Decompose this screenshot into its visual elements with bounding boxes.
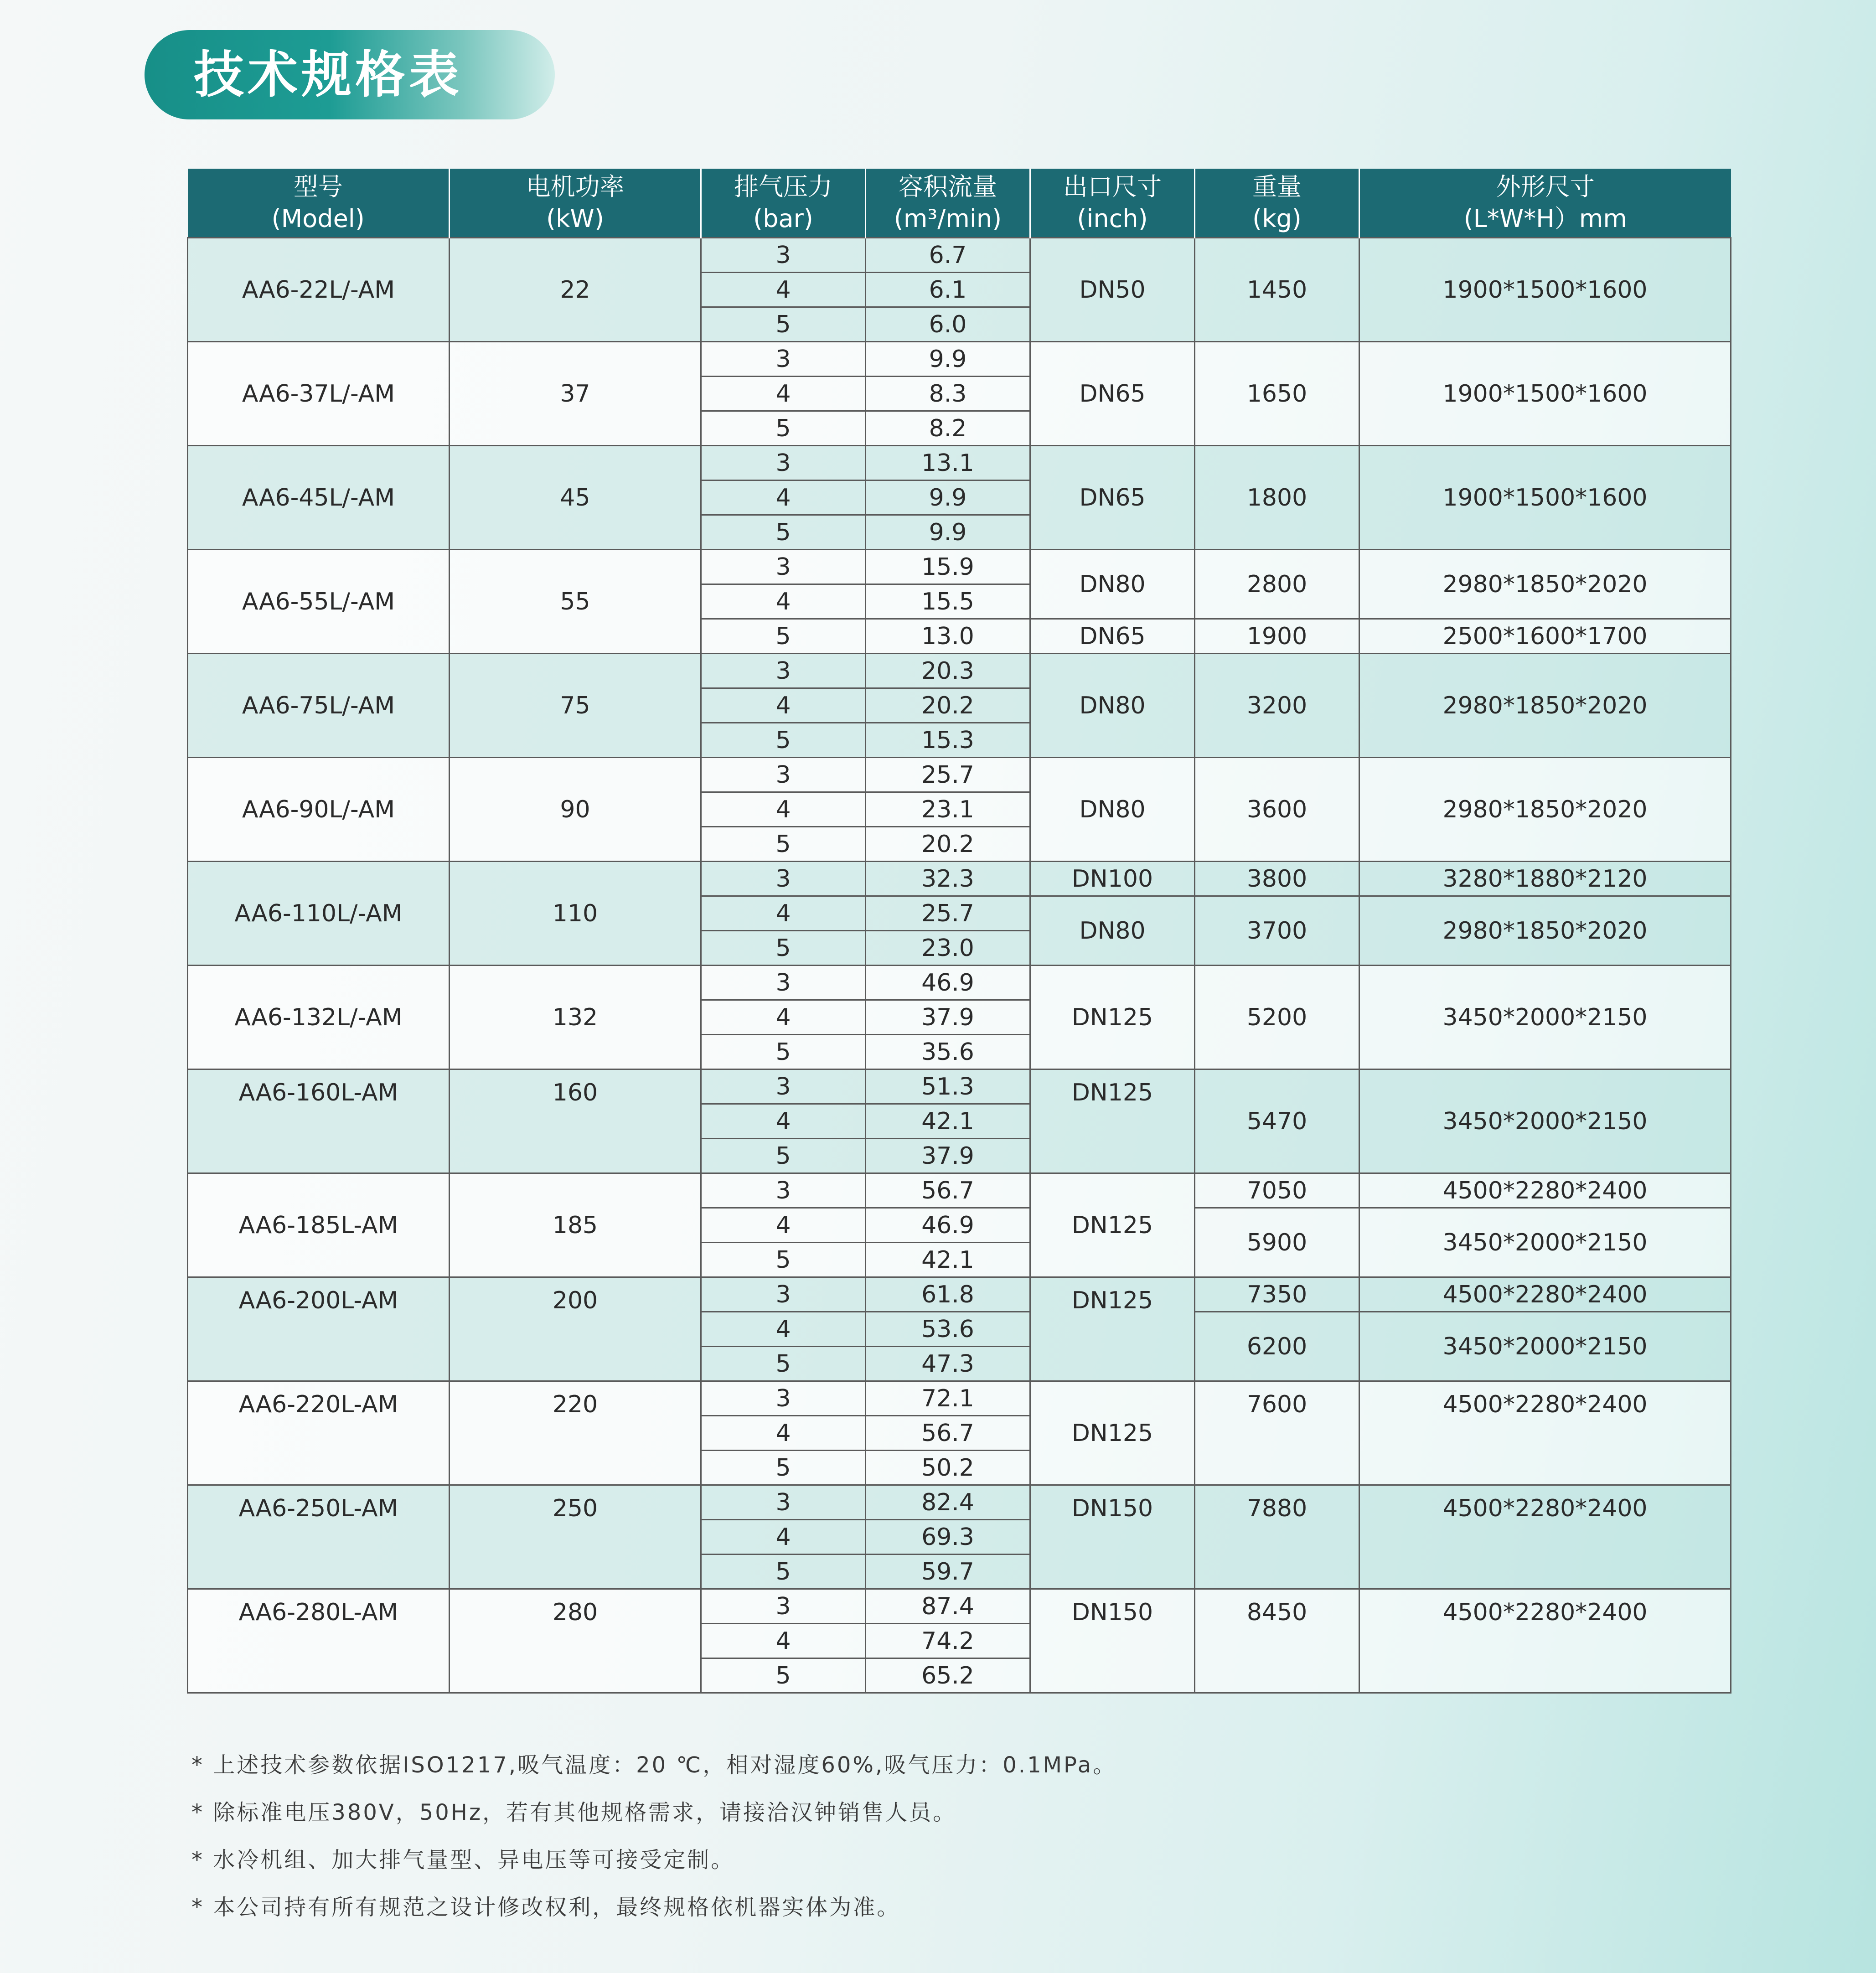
footnote: * 上述技术参数依据ISO1217,吸气温度：20 ℃，相对湿度60%,吸气压力：0.1MPa。 bbox=[191, 1752, 1117, 1778]
model-group bbox=[188, 758, 1731, 862]
footnote: * 水冷机组、加大排气量型、异电压等可接受定制。 bbox=[191, 1847, 735, 1873]
pressure-cell: 4 bbox=[701, 1520, 866, 1555]
pressure-cell: 3 bbox=[701, 654, 866, 688]
weight-cell: 6200 bbox=[1195, 1312, 1359, 1381]
header-flow: 容积流量 (m³/min) bbox=[866, 169, 1030, 238]
pressure-cell: 4 bbox=[701, 377, 866, 411]
flow-cell: 42.1 bbox=[866, 1243, 1030, 1277]
pressure-cell: 4 bbox=[701, 480, 866, 515]
pressure-cell: 5 bbox=[701, 1451, 866, 1485]
header-dimensions: 外形尺寸 (L*W*H）mm bbox=[1359, 169, 1731, 238]
pressure-cell: 5 bbox=[701, 411, 866, 446]
model-cell: AA6-250L-AM bbox=[188, 1485, 450, 1589]
weight-cell: 7600 bbox=[1195, 1381, 1359, 1485]
model-cell: AA6-185L-AM bbox=[188, 1173, 450, 1277]
dimensions-cell: 1900*1500*1600 bbox=[1359, 446, 1731, 550]
outlet-cell: DN65 bbox=[1030, 342, 1195, 446]
model-group bbox=[188, 966, 1731, 1069]
outlet-cell: DN50 bbox=[1030, 238, 1195, 342]
table-row bbox=[188, 1589, 1731, 1624]
power-cell: 90 bbox=[450, 758, 701, 862]
flow-cell: 56.7 bbox=[866, 1416, 1030, 1451]
pressure-cell: 4 bbox=[701, 688, 866, 723]
pressure-cell: 4 bbox=[701, 584, 866, 619]
flow-cell: 69.3 bbox=[866, 1520, 1030, 1555]
table-row bbox=[188, 758, 1731, 792]
footnote: * 本公司持有所有规范之设计修改权利，最终规格依机器实体为准。 bbox=[191, 1895, 901, 1920]
pressure-cell: 3 bbox=[701, 1589, 866, 1624]
pressure-cell: 4 bbox=[701, 1104, 866, 1139]
model-cell: AA6-22L/-AM bbox=[188, 238, 450, 342]
weight-cell: 1900 bbox=[1195, 619, 1359, 654]
outlet-cell: DN125 bbox=[1030, 1277, 1195, 1381]
outlet-cell: DN80 bbox=[1030, 896, 1195, 966]
table-row bbox=[188, 1277, 1731, 1312]
outlet-cell: DN80 bbox=[1030, 550, 1195, 619]
weight-cell: 3200 bbox=[1195, 654, 1359, 758]
pressure-cell: 4 bbox=[701, 1624, 866, 1658]
power-cell: 37 bbox=[450, 342, 701, 446]
pressure-cell: 5 bbox=[701, 1555, 866, 1589]
dimensions-cell: 2980*1850*2020 bbox=[1359, 654, 1731, 758]
model-group bbox=[188, 550, 1731, 654]
model-cell: AA6-45L/-AM bbox=[188, 446, 450, 550]
power-cell: 45 bbox=[450, 446, 701, 550]
pressure-cell: 5 bbox=[701, 619, 866, 654]
flow-cell: 74.2 bbox=[866, 1624, 1030, 1658]
pressure-cell: 4 bbox=[701, 1312, 866, 1347]
weight-cell: 1450 bbox=[1195, 238, 1359, 342]
flow-cell: 37.9 bbox=[866, 1139, 1030, 1173]
page-title: 技术规格表 bbox=[194, 46, 463, 104]
header-outlet: 出口尺寸 (inch) bbox=[1030, 169, 1195, 238]
flow-cell: 13.0 bbox=[866, 619, 1030, 654]
table-row bbox=[188, 966, 1731, 1000]
dimensions-cell: 1900*1500*1600 bbox=[1359, 238, 1731, 342]
weight-cell: 5470 bbox=[1195, 1069, 1359, 1173]
flow-cell: 35.6 bbox=[866, 1035, 1030, 1069]
flow-cell: 23.1 bbox=[866, 792, 1030, 827]
outlet-cell: DN80 bbox=[1030, 654, 1195, 758]
pressure-cell: 4 bbox=[701, 273, 866, 307]
pressure-cell: 3 bbox=[701, 862, 866, 896]
pressure-cell: 3 bbox=[701, 1381, 866, 1416]
model-cell: AA6-110L/-AM bbox=[188, 862, 450, 966]
pressure-cell: 3 bbox=[701, 342, 866, 377]
weight-cell: 7350 bbox=[1195, 1277, 1359, 1312]
power-cell: 220 bbox=[450, 1381, 701, 1485]
table-row bbox=[188, 1485, 1731, 1520]
flow-cell: 9.9 bbox=[866, 342, 1030, 377]
outlet-cell: DN65 bbox=[1030, 619, 1195, 654]
model-group bbox=[188, 342, 1731, 446]
header-power: 电机功率 (kW) bbox=[450, 169, 701, 238]
flow-cell: 20.2 bbox=[866, 688, 1030, 723]
dimensions-cell: 3280*1880*2120 bbox=[1359, 862, 1731, 896]
model-group bbox=[188, 1381, 1731, 1485]
power-cell: 160 bbox=[450, 1069, 701, 1173]
power-cell: 132 bbox=[450, 966, 701, 1069]
table-row bbox=[188, 1069, 1731, 1104]
weight-cell: 3700 bbox=[1195, 896, 1359, 966]
dimensions-cell: 4500*2280*2400 bbox=[1359, 1485, 1731, 1589]
model-cell: AA6-220L-AM bbox=[188, 1381, 450, 1485]
power-cell: 280 bbox=[450, 1589, 701, 1693]
flow-cell: 46.9 bbox=[866, 1208, 1030, 1243]
flow-cell: 32.3 bbox=[866, 862, 1030, 896]
dimensions-cell: 2980*1850*2020 bbox=[1359, 550, 1731, 619]
flow-cell: 46.9 bbox=[866, 966, 1030, 1000]
pressure-cell: 3 bbox=[701, 1069, 866, 1104]
power-cell: 22 bbox=[450, 238, 701, 342]
dimensions-cell: 3450*2000*2150 bbox=[1359, 1208, 1731, 1277]
weight-cell: 8450 bbox=[1195, 1589, 1359, 1693]
flow-cell: 51.3 bbox=[866, 1069, 1030, 1104]
pressure-cell: 5 bbox=[701, 723, 866, 758]
power-cell: 250 bbox=[450, 1485, 701, 1589]
flow-cell: 9.9 bbox=[866, 480, 1030, 515]
title-banner bbox=[145, 30, 555, 119]
outlet-cell: DN150 bbox=[1030, 1589, 1195, 1693]
flow-cell: 47.3 bbox=[866, 1347, 1030, 1381]
outlet-cell: DN125 bbox=[1030, 1069, 1195, 1173]
weight-cell: 3600 bbox=[1195, 758, 1359, 862]
power-cell: 110 bbox=[450, 862, 701, 966]
model-group bbox=[188, 862, 1731, 966]
table-row bbox=[188, 862, 1731, 896]
table-row bbox=[188, 550, 1731, 584]
model-group bbox=[188, 1485, 1731, 1589]
pressure-cell: 4 bbox=[701, 792, 866, 827]
dimensions-cell: 2980*1850*2020 bbox=[1359, 896, 1731, 966]
model-group bbox=[188, 446, 1731, 550]
flow-cell: 87.4 bbox=[866, 1589, 1030, 1624]
flow-cell: 20.3 bbox=[866, 654, 1030, 688]
pressure-cell: 3 bbox=[701, 446, 866, 480]
pressure-cell: 3 bbox=[701, 1485, 866, 1520]
outlet-cell: DN80 bbox=[1030, 758, 1195, 862]
flow-cell: 15.3 bbox=[866, 723, 1030, 758]
outlet-cell: DN125 bbox=[1030, 1173, 1195, 1277]
model-cell: AA6-55L/-AM bbox=[188, 550, 450, 654]
model-group bbox=[188, 654, 1731, 758]
model-cell: AA6-280L-AM bbox=[188, 1589, 450, 1693]
model-cell: AA6-160L-AM bbox=[188, 1069, 450, 1173]
model-group bbox=[188, 1277, 1731, 1381]
flow-cell: 15.9 bbox=[866, 550, 1030, 584]
flow-cell: 61.8 bbox=[866, 1277, 1030, 1312]
pressure-cell: 5 bbox=[701, 1658, 866, 1693]
spec-table bbox=[187, 169, 1731, 1694]
model-cell: AA6-75L/-AM bbox=[188, 654, 450, 758]
dimensions-cell: 2500*1600*1700 bbox=[1359, 619, 1731, 654]
table-row bbox=[188, 654, 1731, 688]
flow-cell: 23.0 bbox=[866, 931, 1030, 966]
flow-cell: 25.7 bbox=[866, 758, 1030, 792]
weight-cell: 5900 bbox=[1195, 1208, 1359, 1277]
model-cell: AA6-90L/-AM bbox=[188, 758, 450, 862]
pressure-cell: 5 bbox=[701, 931, 866, 966]
outlet-cell: DN125 bbox=[1030, 1381, 1195, 1485]
dimensions-cell: 1900*1500*1600 bbox=[1359, 342, 1731, 446]
flow-cell: 82.4 bbox=[866, 1485, 1030, 1520]
weight-cell: 5200 bbox=[1195, 966, 1359, 1069]
pressure-cell: 4 bbox=[701, 1416, 866, 1451]
model-group bbox=[188, 1069, 1731, 1173]
outlet-cell: DN65 bbox=[1030, 446, 1195, 550]
outlet-cell: DN150 bbox=[1030, 1485, 1195, 1589]
power-cell: 185 bbox=[450, 1173, 701, 1277]
weight-cell: 7050 bbox=[1195, 1173, 1359, 1208]
dimensions-cell: 3450*2000*2150 bbox=[1359, 966, 1731, 1069]
weight-cell: 7880 bbox=[1195, 1485, 1359, 1589]
flow-cell: 9.9 bbox=[866, 515, 1030, 550]
outlet-cell: DN100 bbox=[1030, 862, 1195, 896]
weight-cell: 1650 bbox=[1195, 342, 1359, 446]
table-row bbox=[188, 1381, 1731, 1416]
flow-cell: 13.1 bbox=[866, 446, 1030, 480]
model-cell: AA6-200L-AM bbox=[188, 1277, 450, 1381]
flow-cell: 8.2 bbox=[866, 411, 1030, 446]
dimensions-cell: 3450*2000*2150 bbox=[1359, 1312, 1731, 1381]
flow-cell: 56.7 bbox=[866, 1173, 1030, 1208]
pressure-cell: 4 bbox=[701, 1000, 866, 1035]
model-cell: AA6-132L/-AM bbox=[188, 966, 450, 1069]
model-cell: AA6-37L/-AM bbox=[188, 342, 450, 446]
power-cell: 200 bbox=[450, 1277, 701, 1381]
flow-cell: 6.7 bbox=[866, 238, 1030, 273]
flow-cell: 72.1 bbox=[866, 1381, 1030, 1416]
model-group bbox=[188, 238, 1731, 342]
flow-cell: 6.1 bbox=[866, 273, 1030, 307]
flow-cell: 59.7 bbox=[866, 1555, 1030, 1589]
power-cell: 55 bbox=[450, 550, 701, 654]
dimensions-cell: 4500*2280*2400 bbox=[1359, 1277, 1731, 1312]
weight-cell: 1800 bbox=[1195, 446, 1359, 550]
pressure-cell: 3 bbox=[701, 758, 866, 792]
flow-cell: 25.7 bbox=[866, 896, 1030, 931]
pressure-cell: 5 bbox=[701, 827, 866, 862]
dimensions-cell: 2980*1850*2020 bbox=[1359, 758, 1731, 862]
pressure-cell: 3 bbox=[701, 966, 866, 1000]
header-pressure: 排气压力 (bar) bbox=[701, 169, 866, 238]
flow-cell: 6.0 bbox=[866, 307, 1030, 342]
weight-cell: 2800 bbox=[1195, 550, 1359, 619]
pressure-cell: 3 bbox=[701, 1173, 866, 1208]
pressure-cell: 3 bbox=[701, 238, 866, 273]
table-row bbox=[188, 238, 1731, 273]
pressure-cell: 5 bbox=[701, 1347, 866, 1381]
power-cell: 75 bbox=[450, 654, 701, 758]
pressure-cell: 4 bbox=[701, 1208, 866, 1243]
dimensions-cell: 4500*2280*2400 bbox=[1359, 1381, 1731, 1485]
table-row bbox=[188, 446, 1731, 480]
dimensions-cell: 4500*2280*2400 bbox=[1359, 1173, 1731, 1208]
flow-cell: 42.1 bbox=[866, 1104, 1030, 1139]
table-row bbox=[188, 1173, 1731, 1208]
weight-cell: 3800 bbox=[1195, 862, 1359, 896]
pressure-cell: 5 bbox=[701, 307, 866, 342]
flow-cell: 20.2 bbox=[866, 827, 1030, 862]
pressure-cell: 5 bbox=[701, 1243, 866, 1277]
flow-cell: 65.2 bbox=[866, 1658, 1030, 1693]
table-row bbox=[188, 342, 1731, 377]
flow-cell: 50.2 bbox=[866, 1451, 1030, 1485]
dimensions-cell: 3450*2000*2150 bbox=[1359, 1069, 1731, 1173]
pressure-cell: 5 bbox=[701, 1139, 866, 1173]
header-model: 型号 (Model) bbox=[188, 169, 450, 238]
flow-cell: 37.9 bbox=[866, 1000, 1030, 1035]
flow-cell: 8.3 bbox=[866, 377, 1030, 411]
dimensions-cell: 4500*2280*2400 bbox=[1359, 1589, 1731, 1693]
model-group bbox=[188, 1589, 1731, 1693]
header-weight: 重量 (kg) bbox=[1195, 169, 1359, 238]
flow-cell: 15.5 bbox=[866, 584, 1030, 619]
table-header-row bbox=[188, 169, 1731, 238]
model-group bbox=[188, 1173, 1731, 1277]
flow-cell: 53.6 bbox=[866, 1312, 1030, 1347]
outlet-cell: DN125 bbox=[1030, 966, 1195, 1069]
pressure-cell: 3 bbox=[701, 1277, 866, 1312]
footnote: * 除标准电压380V，50Hz，若有其他规格需求，请接洽汉钟销售人员。 bbox=[191, 1800, 957, 1825]
pressure-cell: 4 bbox=[701, 896, 866, 931]
footnotes bbox=[191, 1741, 1650, 1931]
pressure-cell: 3 bbox=[701, 550, 866, 584]
pressure-cell: 5 bbox=[701, 1035, 866, 1069]
pressure-cell: 5 bbox=[701, 515, 866, 550]
